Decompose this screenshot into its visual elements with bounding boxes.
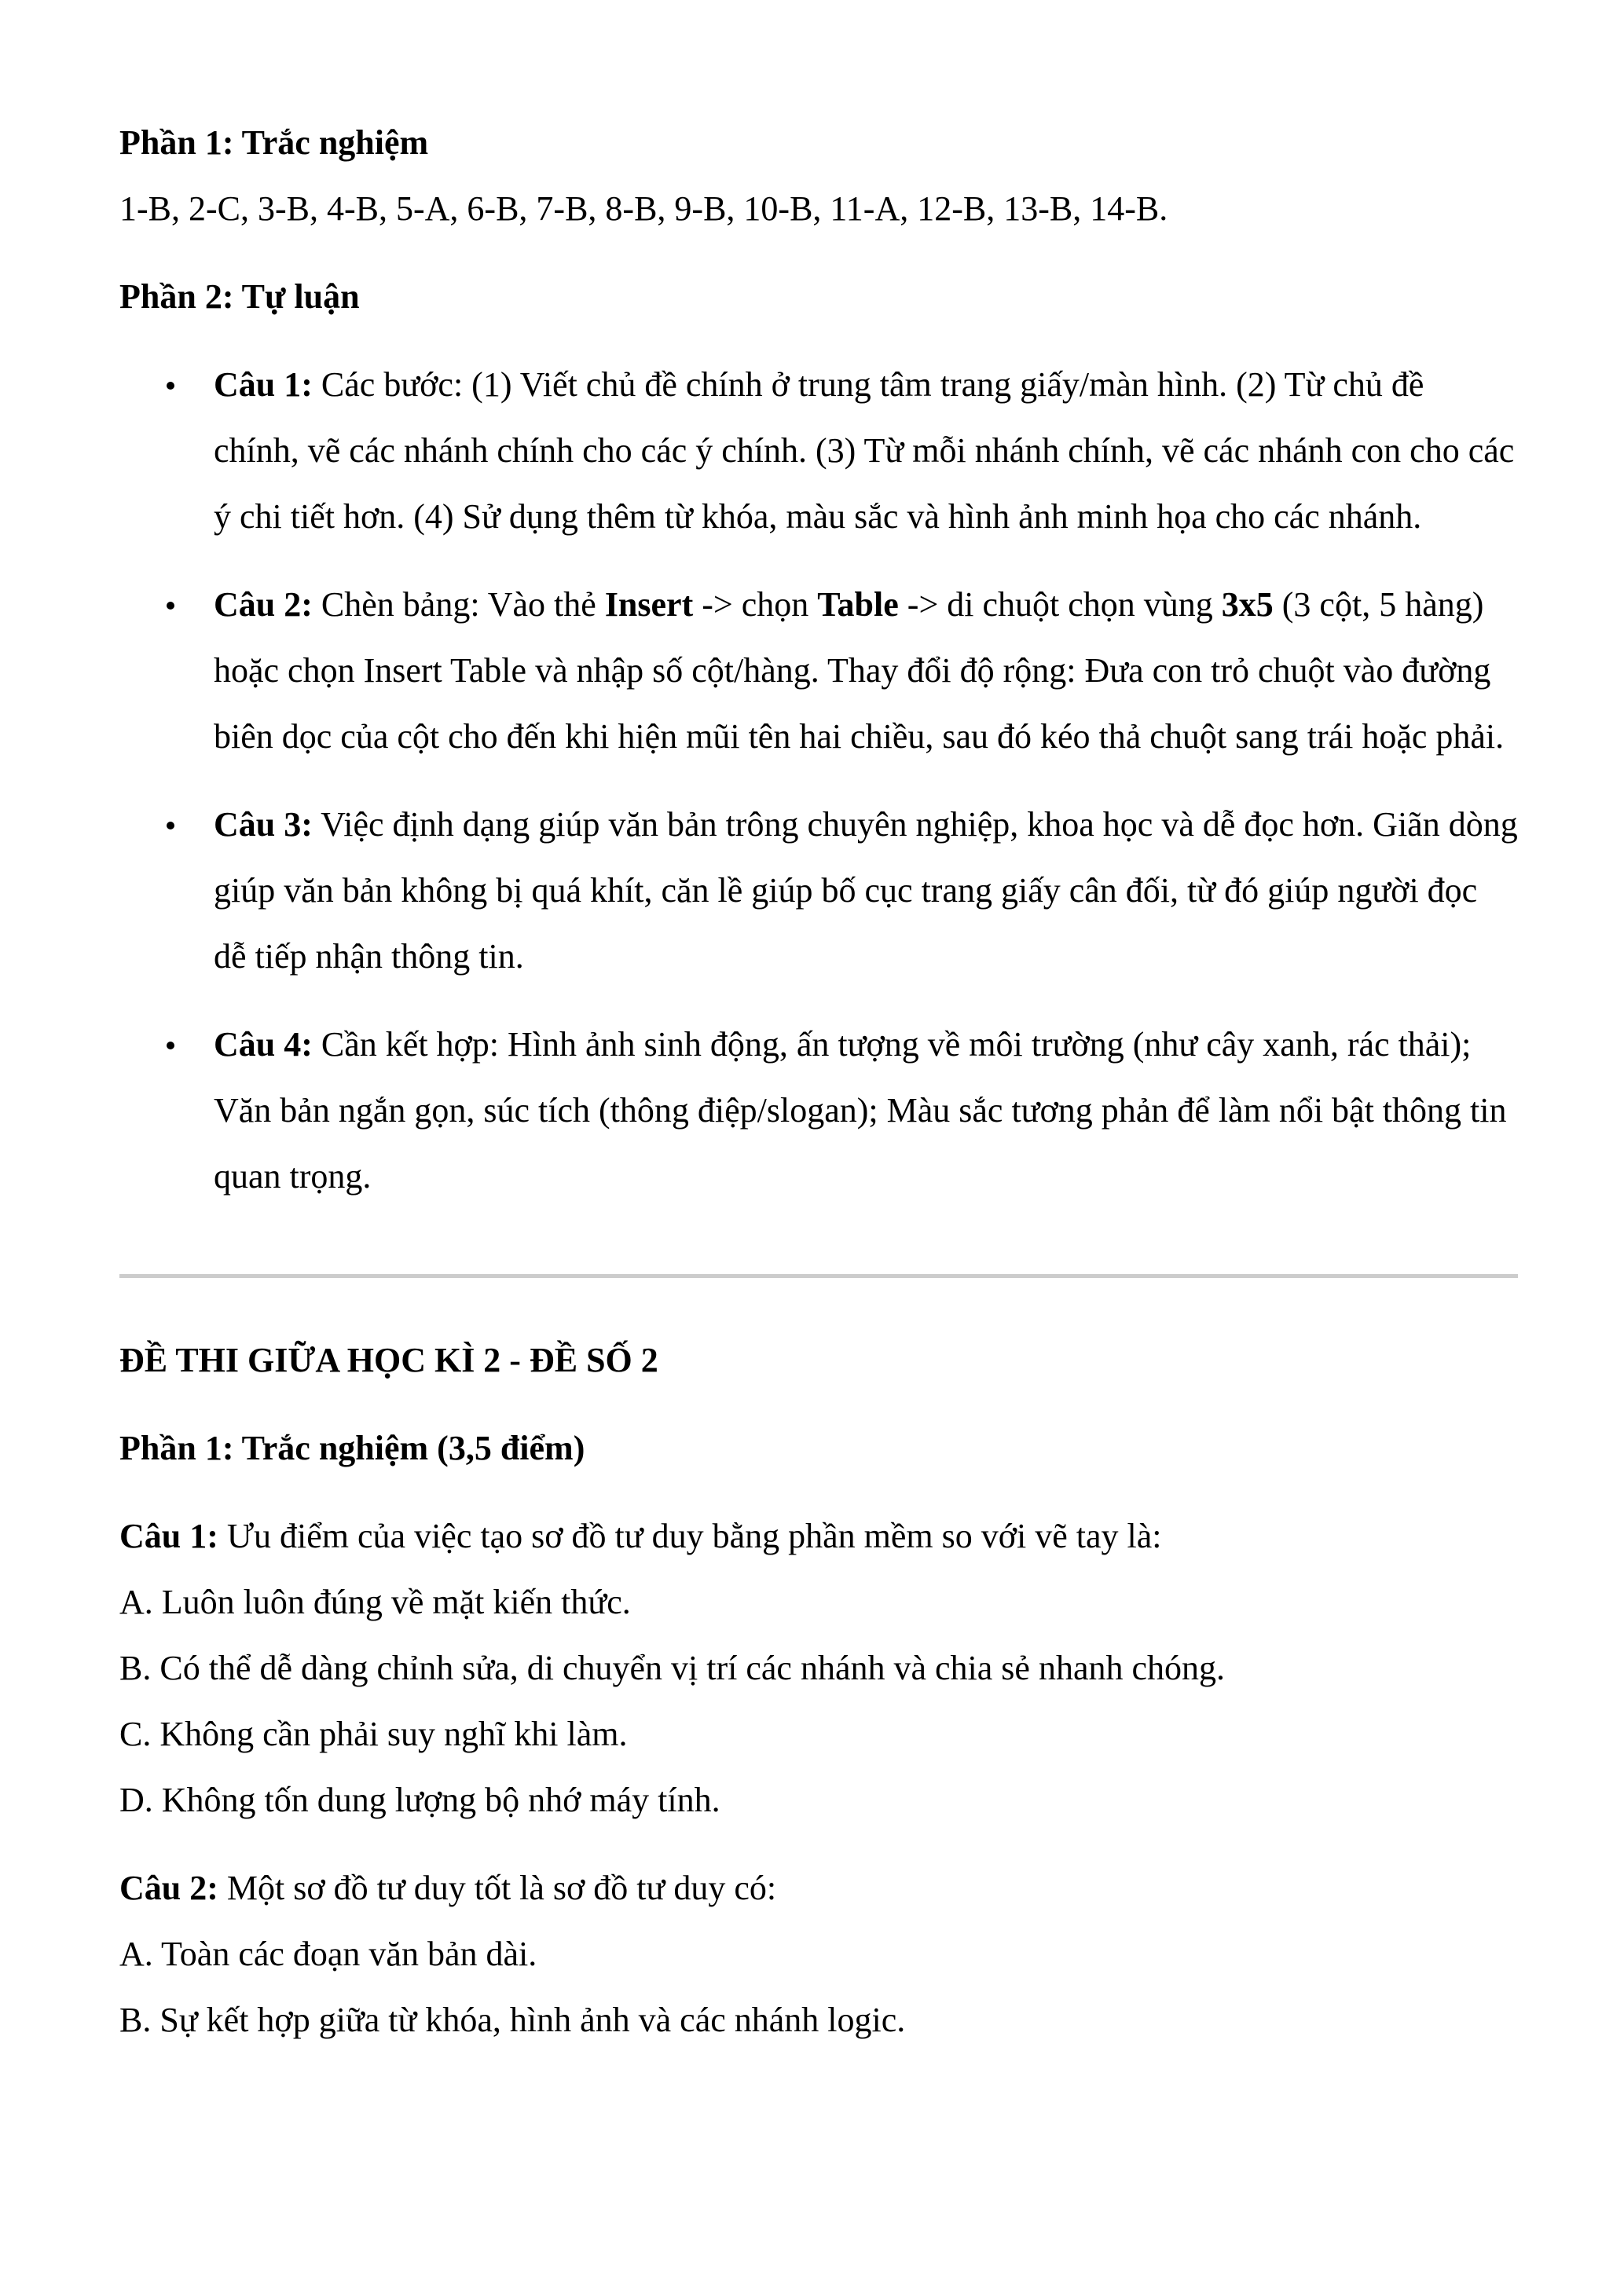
essay-answer-text: Việc định dạng giúp văn bản trông chuyên nghiệp, khoa học và dễ đọc hơn. Giãn dòng giúp văn bản không bị quá khít, căn lề giúp bố cục trang giấy cân đối, từ đó giúp người đọc dễ tiếp nhận thông tin. (214, 805, 1518, 976)
bullet-icon (167, 822, 174, 829)
part2-answer-heading: Phần 2: Tự luận (119, 277, 360, 316)
option-a: A. Luôn luôn đúng về mặt kiến thức. (119, 1583, 631, 1621)
essay-answer-label: Câu 3: (214, 805, 313, 844)
question-text: Một sơ đồ tư duy tốt là sơ đồ tư duy có: (218, 1869, 777, 1907)
part1-answer-heading: Phần 1: Trắc nghiệm (119, 123, 429, 162)
grid-size-keyword: 3x5 (1221, 585, 1274, 624)
table-keyword: Table (817, 585, 899, 624)
essay-answer-text: Chèn bảng: Vào thẻ (312, 585, 605, 624)
option-c: C. Không cần phải suy nghĩ khi làm. (119, 1715, 628, 1753)
essay-answer-text: Cần kết hợp: Hình ảnh sinh động, ấn tượng về môi trường (như cây xanh, rác thải); Văn bản ngắn gọn, súc tích (thông điệp/slogan); Màu sắc tương phản để làm nổi bật thông tin quan trọng. (214, 1025, 1507, 1196)
section-divider (119, 1274, 1518, 1278)
question-text: Ưu điểm của việc tạo sơ đồ tư duy bằng phần mềm so với vẽ tay là: (218, 1517, 1162, 1555)
exam2-title: ĐỀ THI GIỮA HỌC KÌ 2 - ĐỀ SỐ 2 (119, 1341, 658, 1379)
question-1 (119, 1503, 1518, 1833)
essay-answer-label: Câu 4: (214, 1025, 313, 1064)
question-2 (119, 1855, 1518, 2053)
essay-answer-1 (119, 352, 1518, 550)
essay-answer-list (119, 352, 1518, 1210)
bullet-icon (167, 1042, 174, 1049)
document-page (119, 110, 1518, 2053)
question-label: Câu 2: (119, 1869, 218, 1907)
exam2-part1-heading: Phần 1: Trắc nghiệm (3,5 điểm) (119, 1429, 585, 1467)
option-b: B. Có thể dễ dàng chỉnh sửa, di chuyển vị trí các nhánh và chia sẻ nhanh chóng. (119, 1649, 1226, 1687)
option-a: A. Toàn các đoạn văn bản dài. (119, 1935, 537, 1973)
essay-answer-text: -> di chuột chọn vùng (898, 585, 1222, 624)
essay-answer-4 (119, 1012, 1518, 1210)
question-label: Câu 1: (119, 1517, 218, 1555)
option-b: B. Sự kết hợp giữa từ khóa, hình ảnh và các nhánh logic. (119, 2001, 906, 2039)
essay-answer-label: Câu 2: (214, 585, 313, 624)
insert-keyword: Insert (604, 585, 694, 624)
question-stem (119, 1855, 1518, 1921)
question-stem (119, 1503, 1518, 1569)
bullet-icon (167, 602, 174, 610)
essay-answer-text: Các bước: (1) Viết chủ đề chính ở trung tâm trang giấy/màn hình. (2) Từ chủ đề chính, vẽ các nhánh chính cho các ý chính. (3) Từ mỗi nhánh chính, vẽ các nhánh con cho các ý chi tiết hơn. (4) Sử dụng thêm từ khóa, màu sắc và hình ảnh minh họa cho các nhánh. (214, 365, 1515, 536)
essay-answer-text: -> chọn (693, 585, 818, 624)
essay-answer-2 (119, 572, 1518, 770)
essay-answer-label: Câu 1: (214, 365, 313, 404)
option-d: D. Không tốn dung lượng bộ nhớ máy tính. (119, 1781, 720, 1819)
essay-answer-text: (3 cột, 5 hàng) hoặc chọn Insert Table và nhập số cột/hàng. Thay đổi độ rộng: Đưa con trỏ chuột vào đường biên dọc của cột cho đến khi hiện mũi tên hai chiều, sau đó kéo thả chuột sang trái hoặc phải. (214, 585, 1505, 756)
essay-answer-3 (119, 792, 1518, 990)
bullet-icon (167, 382, 174, 390)
part1-answer-key: 1-B, 2-C, 3-B, 4-B, 5-A, 6-B, 7-B, 8-B, 9-B, 10-B, 11-A, 12-B, 13-B, 14-B. (119, 189, 1168, 228)
